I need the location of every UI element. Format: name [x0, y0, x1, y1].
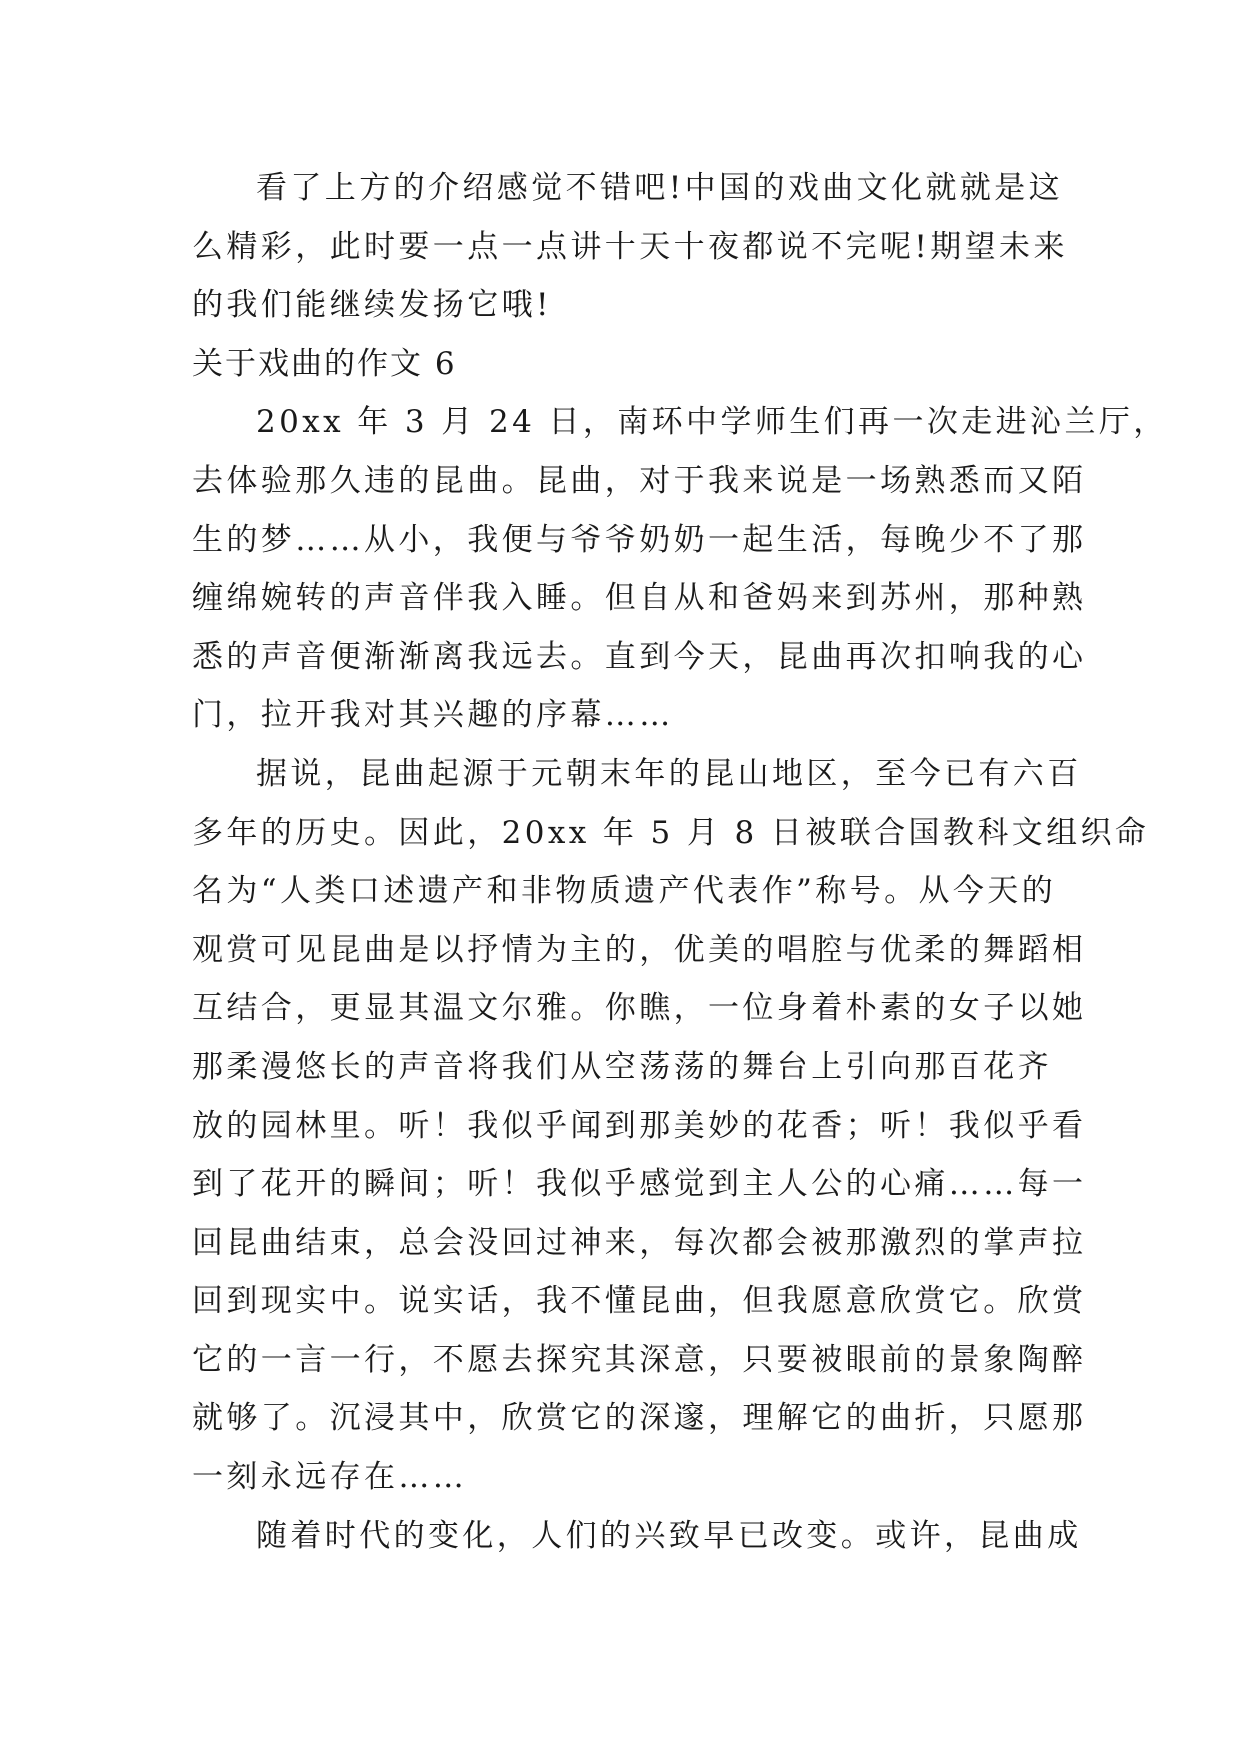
- paragraph-line: 随着时代的变化，人们的兴致早已改变。或许，昆曲成: [256, 1517, 1082, 1554]
- paragraph-line: 的我们能继续发扬它哦!: [192, 287, 552, 324]
- paragraph-line: 观赏可见昆曲是以抒情为主的，优美的唱腔与优柔的舞蹈相: [192, 931, 1087, 968]
- paragraph-line: 据说，昆曲起源于元朝末年的昆山地区，至今已有六百: [256, 755, 1082, 792]
- paragraph-line: 生的梦……从小，我便与爷爷奶奶一起生活，每晚少不了那: [192, 521, 1087, 558]
- paragraph-line: 回昆曲结束，总会没回过神来，每次都会被那激烈的掌声拉: [192, 1224, 1087, 1261]
- paragraph-line: 互结合，更显其温文尔雅。你瞧，一位身着朴素的女子以她: [192, 990, 1087, 1027]
- paragraph-line: 门，拉开我对其兴趣的序幕……: [192, 697, 674, 734]
- paragraph-line: 缠绵婉转的声音伴我入睡。但自从和爸妈来到苏州，那种熟: [192, 580, 1087, 617]
- paragraph-line: 名为“人类口述遗产和非物质遗产代表作”称号。从今天的: [192, 873, 1057, 910]
- section-heading: 关于戏曲的作文 6: [192, 345, 457, 382]
- paragraph-line: 多年的历史。因此，20xx 年 5 月 8 日被联合国教科文组织命: [192, 814, 1150, 851]
- paragraph-line: 20xx 年 3 月 24 日，南环中学师生们再一次走进沁兰厅，: [256, 404, 1168, 441]
- paragraph-line: 那柔漫悠长的声音将我们从空荡荡的舞台上引向那百花齐: [192, 1048, 1052, 1085]
- paragraph-line: 一刻永远存在……: [192, 1459, 468, 1496]
- document-body: [192, 159, 1168, 1565]
- paragraph-line: 看了上方的介绍感觉不错吧!中国的戏曲文化就就是这: [256, 170, 1064, 206]
- paragraph-line: 放的园林里。听！我似乎闻到那美妙的花香；听！我似乎看: [192, 1107, 1087, 1144]
- paragraph-line: 到了花开的瞬间；听！我似乎感觉到主人公的心痛……每一: [192, 1166, 1087, 1203]
- paragraph-line: 去体验那久违的昆曲。昆曲，对于我来说是一场熟悉而又陌: [192, 462, 1087, 499]
- paragraph-line: 回到现实中。说实话，我不懂昆曲，但我愿意欣赏它。欣赏: [192, 1283, 1087, 1320]
- paragraph-line: 么精彩，此时要一点一点讲十天十夜都说不完呢!期望未来: [192, 228, 1068, 265]
- paragraph-line: 就够了。沉浸其中，欣赏它的深邃，理解它的曲折，只愿那: [192, 1400, 1087, 1437]
- paragraph-line: 它的一言一行，不愿去探究其深意，只要被眼前的景象陶醉: [192, 1341, 1087, 1378]
- paragraph-line: 悉的声音便渐渐离我远去。直到今天，昆曲再次扣响我的心: [192, 638, 1087, 675]
